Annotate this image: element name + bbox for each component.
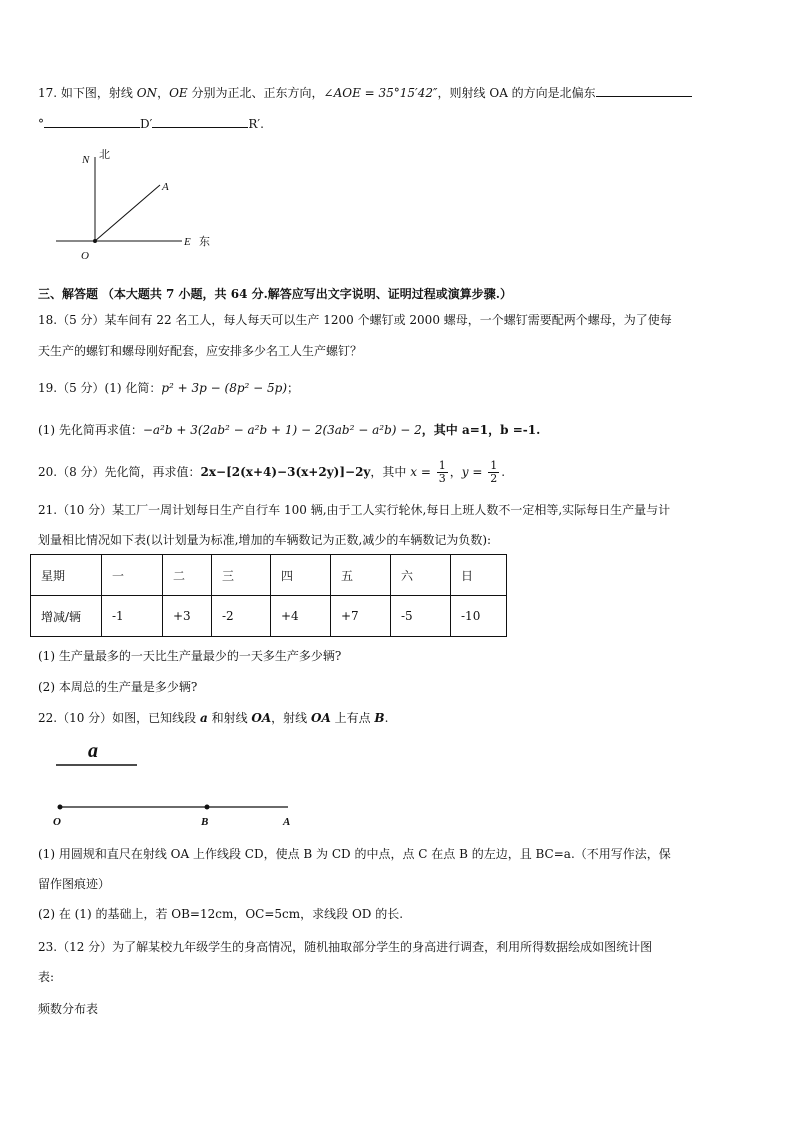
q17-prefix: 17. 如下图，射线 <box>38 86 137 100</box>
q19-expression: p² + 3p − (8p² − 5p) <box>161 381 288 395</box>
label-north: 北 <box>99 149 110 161</box>
table-cell: 一 <box>102 555 163 596</box>
q20-end: . <box>501 465 506 479</box>
q20-y-fraction <box>488 460 499 485</box>
q22-prefix: 22.（10 分）如图，已知线段 <box>38 711 200 725</box>
q19-prefix: 19.（5 分）(1) 化简： <box>38 381 162 395</box>
q22-ray-oa: OA <box>251 711 272 725</box>
q17-mid: 分别为正北、正东方向， <box>187 86 324 100</box>
q19-suffix: ； <box>287 381 300 395</box>
section-note: （本大题共 7 小题，共 64 分.解答应写出文字说明、证明过程或演算步骤.） <box>101 287 512 301</box>
q18-line-1: 18.（5 分）某车间有 22 名工人，每人每天可以生产 1200 个螺钉或 2000 螺母，一个螺钉需要配两个螺母，为了使每 <box>38 313 672 327</box>
point-b <box>205 805 210 810</box>
q23-line-1: 23.（12 分）为了解某校九年级学生的身高情况，随机抽取部分学生的身高进行调查，利用所得数据绘成如图统计图 <box>38 940 653 954</box>
ray-oe: OE <box>169 86 188 100</box>
q20-eq-y: = <box>468 465 487 479</box>
section-title: 三、解答题 <box>38 287 99 301</box>
label-a: A <box>162 181 169 193</box>
q19-sub-prefix: (1) 先化简再求值： <box>38 423 143 437</box>
label-e: E <box>184 236 191 248</box>
q19-sub-suffix: ，其中 a=1，b =-1. <box>421 423 541 437</box>
table-cell: +4 <box>271 596 331 637</box>
label-o: O <box>53 816 61 828</box>
table-cell: +3 <box>163 596 212 637</box>
q22-sub-2: (2) 在 (1) 的基础上，若 OB=12cm，OC=5cm，求线段 OD 的长. <box>38 907 404 921</box>
q20-y-numerator: 1 <box>490 459 498 472</box>
q17-blanks-line <box>38 113 758 134</box>
q22-sub-1-line-1: (1) 用圆规和直尺在射线 OA 上作线段 CD，使点 B 为 CD 的中点，点 C 在点 B 的左边，且 BC=a.（不用写作法，保 <box>38 847 671 861</box>
label-a: A <box>283 816 291 828</box>
q21-sub-1: (1) 生产量最多的一天比生产量最少的一天多生产多少辆? <box>38 649 342 663</box>
q23-subtitle: 频数分布表 <box>38 1002 99 1016</box>
answer-blank-seconds[interactable] <box>152 113 248 128</box>
label-b: B <box>201 816 209 828</box>
q23-line-2: 表: <box>38 970 55 984</box>
q20-mid: ，其中 <box>370 465 411 479</box>
table-cell: 二 <box>163 555 212 596</box>
q22-mid3: 上有点 <box>330 711 375 725</box>
q19-sub-expression: −a²b + 3(2ab² − a²b + 1) − 2(3ab² − a²b) − 2 <box>142 423 422 437</box>
q21-sub-2: (2) 本周总的生产量是多少辆? <box>38 680 198 694</box>
angle-aoe: ∠AOE = 35°15′42″ <box>323 86 438 100</box>
q22-sub-1-line-2: 留作图痕迹） <box>38 877 111 891</box>
q20-expression: 2x−[2(x+4)−3(x+2y)]−2y <box>200 465 371 479</box>
table-cell: 增减/辆 <box>31 596 102 637</box>
q20-x-fraction <box>437 460 448 485</box>
q22-mid1: 和射线 <box>207 711 252 725</box>
q20-comma: ， <box>449 465 462 479</box>
label-east: 东 <box>199 236 210 248</box>
table-cell: 五 <box>331 555 391 596</box>
q20-y-denominator: 2 <box>490 472 498 485</box>
q20-x-numerator: 1 <box>438 459 446 472</box>
ray-oa <box>95 185 160 241</box>
section-header <box>38 284 758 304</box>
q22-line <box>38 708 758 728</box>
second-mark: R′. <box>248 117 264 131</box>
answer-blank-minutes[interactable] <box>44 113 140 128</box>
point-o <box>58 805 63 810</box>
point-o <box>93 239 97 243</box>
q22-ray-oa-2: OA <box>311 711 331 725</box>
label-n: N <box>82 154 90 166</box>
q18-line-2: 天生产的螺钉和螺母刚好配套，应安排多少名工人生产螺钉？ <box>38 344 363 358</box>
minute-mark: D′ <box>140 117 153 131</box>
q22-mid2: ，射线 <box>271 711 311 725</box>
q19-line-1 <box>38 378 758 398</box>
direction-figure <box>50 145 250 265</box>
table-cell: 四 <box>271 555 331 596</box>
table-cell: 三 <box>212 555 271 596</box>
q19-line-2 <box>38 420 758 440</box>
q20-x-var: x <box>410 465 418 479</box>
production-table <box>30 554 507 637</box>
q20-eq-x: = <box>417 465 435 479</box>
label-segment-a: a <box>88 740 98 762</box>
q21-line-1: 21.（10 分）某工厂一周计划每日生产自行车 100 辆,由于工人实行轮休,每日上班人数不一定相等,实际每日生产量与计 <box>38 503 671 517</box>
table-header-row <box>31 555 507 596</box>
label-o: O <box>81 250 89 262</box>
q22-end: . <box>384 711 389 725</box>
q17-text <box>38 82 758 103</box>
table-cell: -5 <box>391 596 451 637</box>
q21-line-2: 划量相比情况如下表(以计划量为标准,增加的车辆数记为正数,减少的车辆数记为负数): <box>38 533 492 547</box>
degree-mark: ° <box>38 117 44 131</box>
table-cell: -10 <box>451 596 507 637</box>
q17-sep: ， <box>157 86 170 100</box>
table-cell: 星期 <box>31 555 102 596</box>
table-row <box>31 596 507 637</box>
table-cell: 六 <box>391 555 451 596</box>
q20-line <box>38 460 758 485</box>
table-cell: -2 <box>212 596 271 637</box>
q22-point-b: B <box>374 711 385 725</box>
q20-y-var: y <box>461 465 469 479</box>
table-cell: +7 <box>331 596 391 637</box>
ray-on: ON <box>136 86 158 100</box>
q17-after: ，则射线 OA 的方向是北偏东 <box>437 86 596 100</box>
q22-segment-a: a <box>199 711 208 725</box>
q20-prefix: 20.（8 分）先化简，再求值： <box>38 465 201 479</box>
table-cell: 日 <box>451 555 507 596</box>
q20-x-denominator: 3 <box>438 472 446 485</box>
segment-figure <box>40 735 340 835</box>
table-cell: -1 <box>102 596 163 637</box>
answer-blank-degrees[interactable] <box>596 82 692 97</box>
